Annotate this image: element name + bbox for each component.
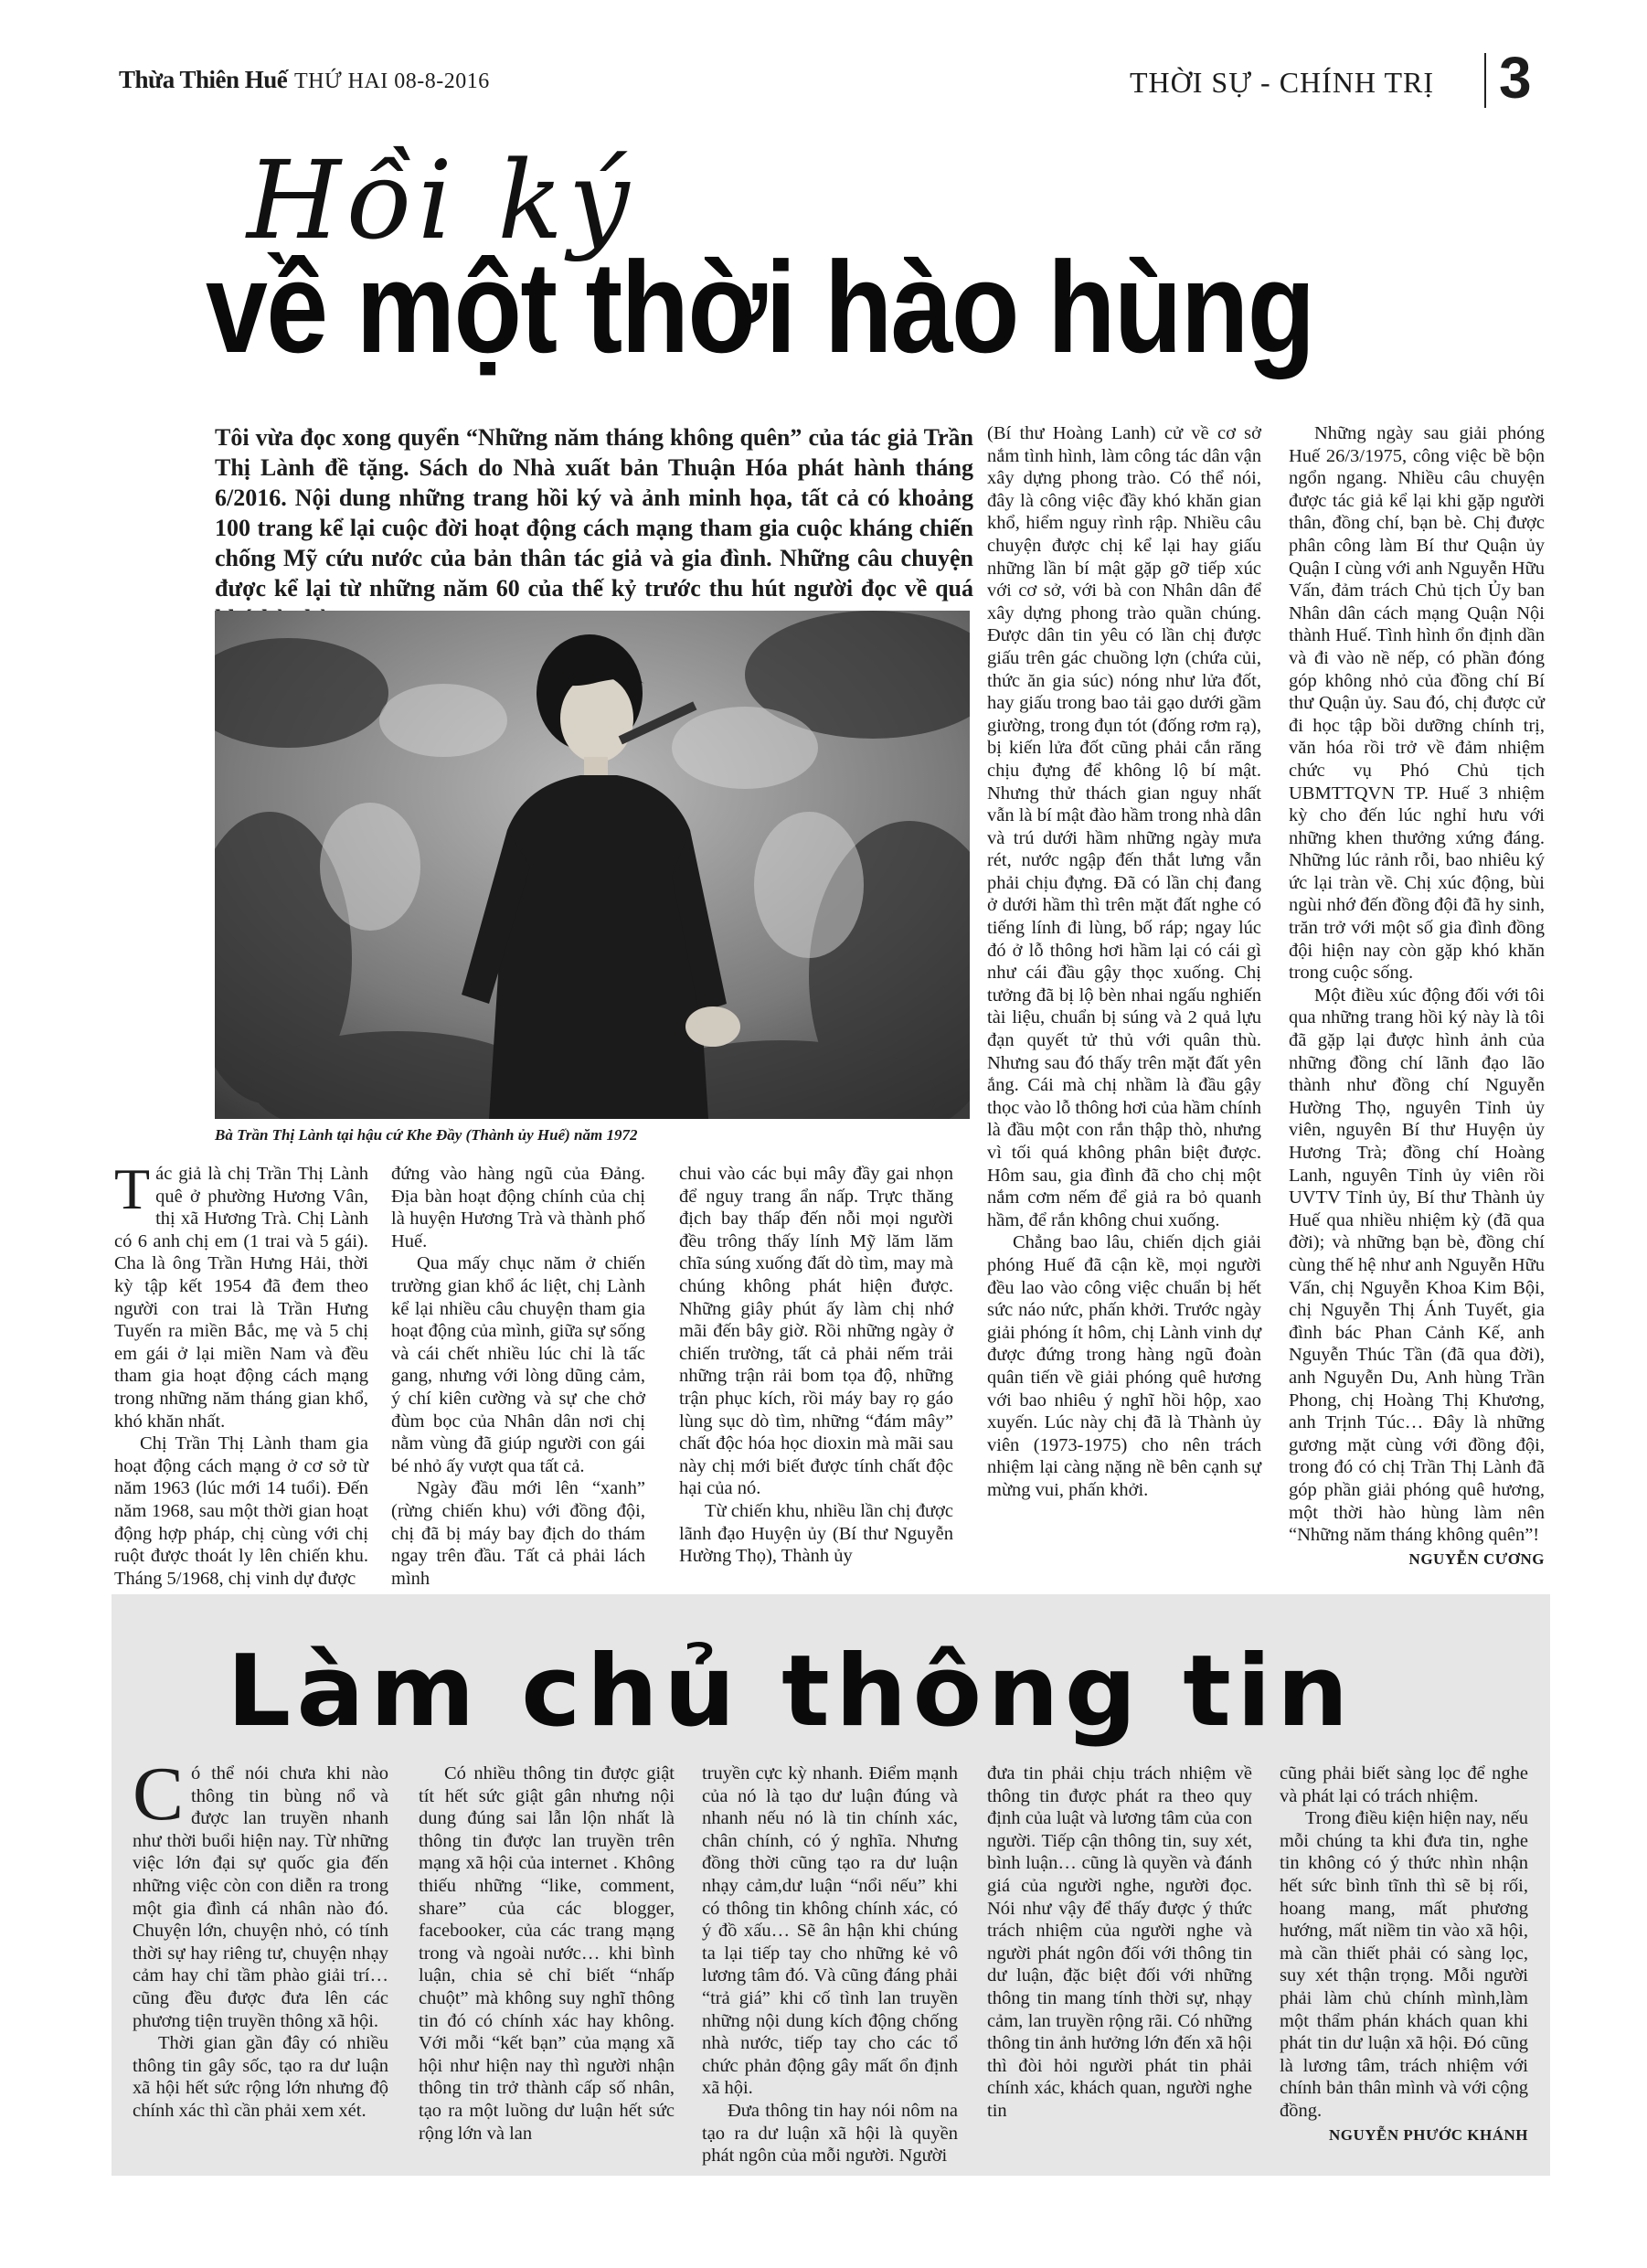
article2-column-2 [419,1762,675,2145]
article1-column-4 [987,422,1261,1502]
article-photo [215,611,970,1119]
paragraph: Chị Trần Thị Lành tham gia hoạt động cách mạng ở cơ sở từ năm 1963 (lúc mới 14 tuổi). Đến năm 1968, sau một thời gian hoạt động hợp pháp, chị cùng với chị ruột được thoát ly lên chiến khu. Tháng 5/1968, chị vinh dự được [114,1433,368,1589]
paragraph: Tác giả là chị Trần Thị Lành quê ở phường Hương Vân, thị xã Hương Trà. Chị Lành có 6 anh chị em (1 trai và 5 gái). Cha là ông Trần Hưng Hải, thời kỳ tập kết 1954 đã đem theo người con trai là Trần Hưng Tuyến ra miền Bắc, mẹ và 5 chị em gái ở lại miền Nam và đều tham gia hoạt động cách mạng trong những năm tháng gian khổ, khó khăn nhất. [114,1156,368,1432]
paragraph: truyền cực kỳ nhanh. Điểm mạnh của nó là tạo dư luận đúng và nhanh nếu nó là tin chính xác, chân chính, có ý nghĩa. Nhưng đồng thời cũng tạo ra dư luận nhạy cảm,dư luận “nổi nếu” khi có thông tin không chính xác, có ý đồ xấu… Sẽ ân hận khi chúng ta lại tiếp tay cho những kẻ vô lương tâm đó. Và cũng đáng phải “trả giá” khi cố tình lan truyền những nội dung kích động chống nhà nước, tiếp tay cho các tổ chức phản động gây mất ổn định xã hội. [702,1763,958,2099]
drop-cap: T [114,1156,151,1221]
paragraph: (Bí thư Hoàng Lanh) cử về cơ sở nắm tình hình, làm công tác dân vận xây dựng phong trào. Có thể nói, đây là công việc đầy khó khăn gian khổ, hiểm nguy rình rập. Nhiều câu chuyện được chị kể lại hay giấu những lần bí mật gặp gỡ tiếp xúc với cơ sở, với bà con Nhân dân để xây dựng phong trào quần chúng. Được dân tin yêu có lần chị được giấu trên gác chuồng lợn (chứa củi, thức ăn gia súc) nóng như lửa đốt, hay giấu trong bao tải gạo dưới gầm giường, trong đụn tót (đống rơm rạ), bị kiến lửa đốt cũng phải cắn răng chịu đựng để không lộ bí mật. Nhưng thử thách gian nguy nhất vẫn là bí mật đào hầm trong nhà dân và trú dưới hầm những ngày mưa rét, nước ngập đến thắt lưng vẫn phải chịu đựng. Đã có lần chị đang ở dưới hầm thì trên mặt đất nghe có tiếng lính đi lùng, bố ráp; ngay lúc đó ở lỗ thông hơi hầm lại có cái gì như cái đầu gậy thọc xuống. Chị tưởng đã bị lộ bèn nhai ngấu nghiến tài liệu, chuẩn bị súng và 2 quả lựu đạn quyết tử thủ với quân thù. Nhưng sau đó thấy trên mặt đất yên ắng. Cái mà chị nhầm là đầu gậy thọc vào lỗ thông hơi của hầm chính là đầu một con rắn thập thò, nhưng vì tối quá không phân biệt được. Hôm sau, gia đình đã cho chị một nắm cơm nếm để giả ra bỏ quanh hầm, để rắn không chui xuống. [987,423,1261,1230]
paragraph: đứng vào hàng ngũ của Đảng. Địa bàn hoạt động chính của chị là huyện Hương Trà và thành phố Huế. [391,1164,645,1251]
paragraph: Thời gian gần đây có nhiều thông tin gây sốc, tạo ra dư luận xã hội hết sức rộng lớn nhưng độ chính xác thì cần phải xem xét. [133,2033,388,2121]
article2-column-3 [702,1762,958,2167]
header-divider [1484,53,1486,108]
article1-column-1 [114,1156,368,1590]
article-headline: về một thời hào hùng [206,235,1314,380]
article1-byline: NGUYỄN CƯƠNG [1408,1549,1545,1568]
article-lead: Tôi vừa đọc xong quyển “Những năm tháng không quên” của tác giả Trần Thị Lành đề tặng. Sách do Nhà xuất bản Thuận Hóa phát hành tháng 6/2016. Nội dung những trang hồi ký và ảnh minh họa, tất cả có khoảng 100 trang kể lại cuộc đời hoạt động cách mạng tham gia cuộc kháng chiến chống Mỹ cứu nước của bản thân tác giả và gia đình. Những câu chuyện được kể lại từ những năm 60 của thế kỷ trước thu hút người đọc về quá [215,424,973,602]
paragraph: chui vào các bụi mây đầy gai nhọn để nguy trang ẩn nấp. Trực thăng địch bay thấp đến nỗi mọi người đều trông thấy lính Mỹ lăm lăm chĩa súng xuống đất dò tìm, may mà chúng không phát hiện được. Những giây phút ấy làm chị nhớ mãi đến bây giờ. Rồi những ngày ở chiến trường, tất cả phải nếm trải những trận rải bom tọa độ, những trận phục kích, rồi máy bay rọ gáo lùng sục dò tìm, những “đám mây” chất độc hóa học dioxin mà mãi sau này chị mới biết được tính chất độc hại của nó. [679,1164,953,1499]
paragraph: Đưa thông tin hay nói nôm na tạo ra dư luận xã hội là quyền phát ngôn của mỗi người. Người [702,2100,958,2167]
paragraph: đưa tin phải chịu trách nhiệm về thông tin được phát ra theo quy định của luật và lương tâm của con người. Tiếp cận thông tin, suy xét, bình luận… cũng là quyền và đánh giá của người nghe, người đọc. Nói như vậy để thấy được ý thức trách nhiệm của người nghe và người phát ngôn đối với thông tin dư luận, đặc biệt đối với những thông tin mang tính thời sự, nhạy cảm, lan truyền rộng rãi. Có những thông tin ảnh hưởng lớn đến xã hội thì đòi hỏi người phát tin phải chính xác, khách quan, người nghe tin [987,1763,1252,2121]
paragraph: Từ chiến khu, nhiều lần chị được lãnh đạo Huyện ủy (Bí thư Nguyễn Hường Thọ), Thành ủy [679,1500,953,1567]
paragraph: Qua mấy chục năm ở chiến trường gian khổ ác liệt, chị Lành kể lại nhiều câu chuyện tham gia hoạt động của mình, giữa sự sống và cái chết nhiều lúc chỉ là tấc gang, nhưng với lòng dũng cảm, ý chí kiên cường và sự che chở đùm bọc của Nhân dân nơi chị nằm vùng đã giúp người con gái bé nhỏ ấy vượt qua tất cả. [391,1253,645,1476]
issue-date: THỨ HAI 08-8-2016 [294,69,490,93]
photo-caption: Bà Trần Thị Lành tại hậu cứ Khe Đầy (Thành ủy Huế) năm 1972 [215,1126,638,1144]
section-name: THỜI SỰ - CHÍNH TRỊ [1130,66,1434,99]
drop-cap: C [133,1752,185,1837]
page-number: 3 [1499,45,1532,111]
paragraph: cũng phải biết sàng lọc để nghe và phát lại có trách nhiệm. [1280,1763,1528,1806]
article1-column-2 [391,1163,645,1590]
paragraph: Những ngày sau giải phóng Huế 26/3/1975, công việc bề bộn ngổn ngang. Nhiều câu chuyện được tác giả kể lại khi gặp người thân, đồng chí, bạn bè. Chị được phân công làm Bí thư Quận ủy Quận I cùng với anh Nguyễn Hữu Vấn, đảm trách Chủ tịch Ủy ban Nhân dân cách mạng Quận Nội thành Huế. Tình hình ổn định dần và đi vào nề nếp, có phần đóng góp không nhỏ của đồng chí Bí thư Quận ủy. Sau đó, chị được cử đi học tập bồi dưỡng chính trị, văn hóa rồi trở về đảm nhiệm chức vụ Phó Chủ tịch UBMTTQVN TP. Huế 3 nhiệm kỳ cho đến lúc nghỉ hưu với những khen thưởng xứng đáng. Những lúc rảnh rỗi, bao nhiêu ký ức lại tràn về. Chị xúc động, bùi ngùi nhớ đến đồng đội đã hy sinh, trăn trở với một số gia đình đồng đội hiện nay còn gặp khó khăn trong cuộc sống. [1289,423,1545,984]
masthead: Thừa Thiên Huế [119,66,288,93]
paragraph: Trong điều kiện hiện nay, nếu mỗi chúng ta khi đưa tin, nghe tin không có ý thức nhìn nhận hết sức bình tĩnh thì sẽ bị rối, hoang mang, mất phương hướng, mất niềm tin vào xã hội, mà cần thiết phải có sàng lọc, suy xét thận trọng. Mỗi người phải làm chủ chính mình,làm một thẩm phán khách quan khi phát tin dư luận xã hội. Đó cũng là lương tâm, trách nhiệm với chính bản thân mình và với cộng đồng. [1280,1808,1528,2121]
article-kicker: Hồi ký [247,137,635,263]
article2-column-5 [1280,1762,1528,2146]
paragraph: Chẳng bao lâu, chiến dịch giải phóng Huế đã cận kề, mọi người đều lao vào công việc chuẩn bị hết sức náo nức, phấn khởi. Trước ngày giải phóng ít hôm, chị Lành vinh dự được đứng trong hàng ngũ đoàn quân tiến về giải phóng quê hương với bao nhiêu ý nghĩ hồi hộp, xao xuyến. Lúc này chị đã là Thành ủy viên (1973-1975) cho nên trách nhiệm lại càng nặng nề bên cạnh sự mừng vui, phấn khởi. [987,1232,1261,1500]
photo-illustration [215,611,970,1119]
article2-byline: NGUYỄN PHƯỚC KHÁNH [1328,2125,1528,2144]
paragraph: Ngày đầu mới lên “xanh” (rừng chiến khu) với đồng đội, chị đã bị máy bay địch do thám ngay trên đầu. Tất cả phải lách mình [391,1478,645,1589]
article1-column-3 [679,1163,953,1568]
article2-column-4 [987,1762,1252,2123]
paragraph: Có nhiều thông tin được giật tít hết sức giật gân nhưng nội dung đúng sai lẫn lộn nhất là thông tin được lan truyền trên mạng xã hội của internet . Không thiếu những “like, comment, share” của các blogger, facebooker, của các trang mạng trong và ngoài nước… khi bình luận, chia sẻ chỉ biết “nhấp chuột” mà không suy nghĩ thông tin đó có chính xác hay không. Với mỗi “kết bạn” của mạng xã hội như hiện nay thì người nhận thông tin trở thành cấp số nhân, tạo ra một luồng dư luận hết sức rộng lớn và lan [419,1763,675,2144]
article2-headline: Làm chủ thông tin [227,1634,1355,1749]
article2-column-1 [133,1752,388,2123]
paragraph: Một điều xúc động đối với tôi qua những trang hồi ký này là tôi đã gặp lại được hình ảnh của những đồng chí lãnh đạo lão thành như đồng chí Nguyễn Hường Thọ, nguyên Tỉnh ủy viên, nguyên Bí thư Huyện ủy Hương Trà; đồng chí Hoàng Lanh, nguyên Tỉnh ủy viên rồi UVTV Tỉnh ủy, Bí thư Thành ủy Huế qua nhiều nhiệm kỳ (đã qua đời); và những bạn bè, đồng chí cùng thế hệ như anh Nguyễn Hữu Vấn, chị Nguyễn Khoa Kim Bội, chị Nguyễn Thị Ánh Tuyết, gia đình bác Phan Cảnh Kế, anh Nguyễn Thúc Tần (đã qua đời), anh Nguyễn Du, Anh hùng Trần Phong, chị Hoàng Thị Khương, anh Trịnh Túc… Đây là những gương mặt cùng với đồng đội, trong đó có chị Trần Thị Lành đã góp phần giải phóng quê hương, một thời hào hùng làm nên “Những năm tháng không quên”! [1289,985,1545,1546]
article1-column-5 [1289,422,1545,1571]
paragraph: Có thể nói chưa khi nào thông tin bùng nổ và được lan truyền nhanh như thời buổi hiện nay. Từ những việc lớn đại sự quốc gia đến những việc còn con diễn ra trong một gia đình cá nhân nào đó. Chuyện lớn, chuyện nhỏ, có tính thời sự hay riêng tư, chuyện nhạy cảm hay chỉ tầm phào giải trí… cũng đều được đưa lên các phương tiện truyền thông xã hội. [133,1752,388,2031]
